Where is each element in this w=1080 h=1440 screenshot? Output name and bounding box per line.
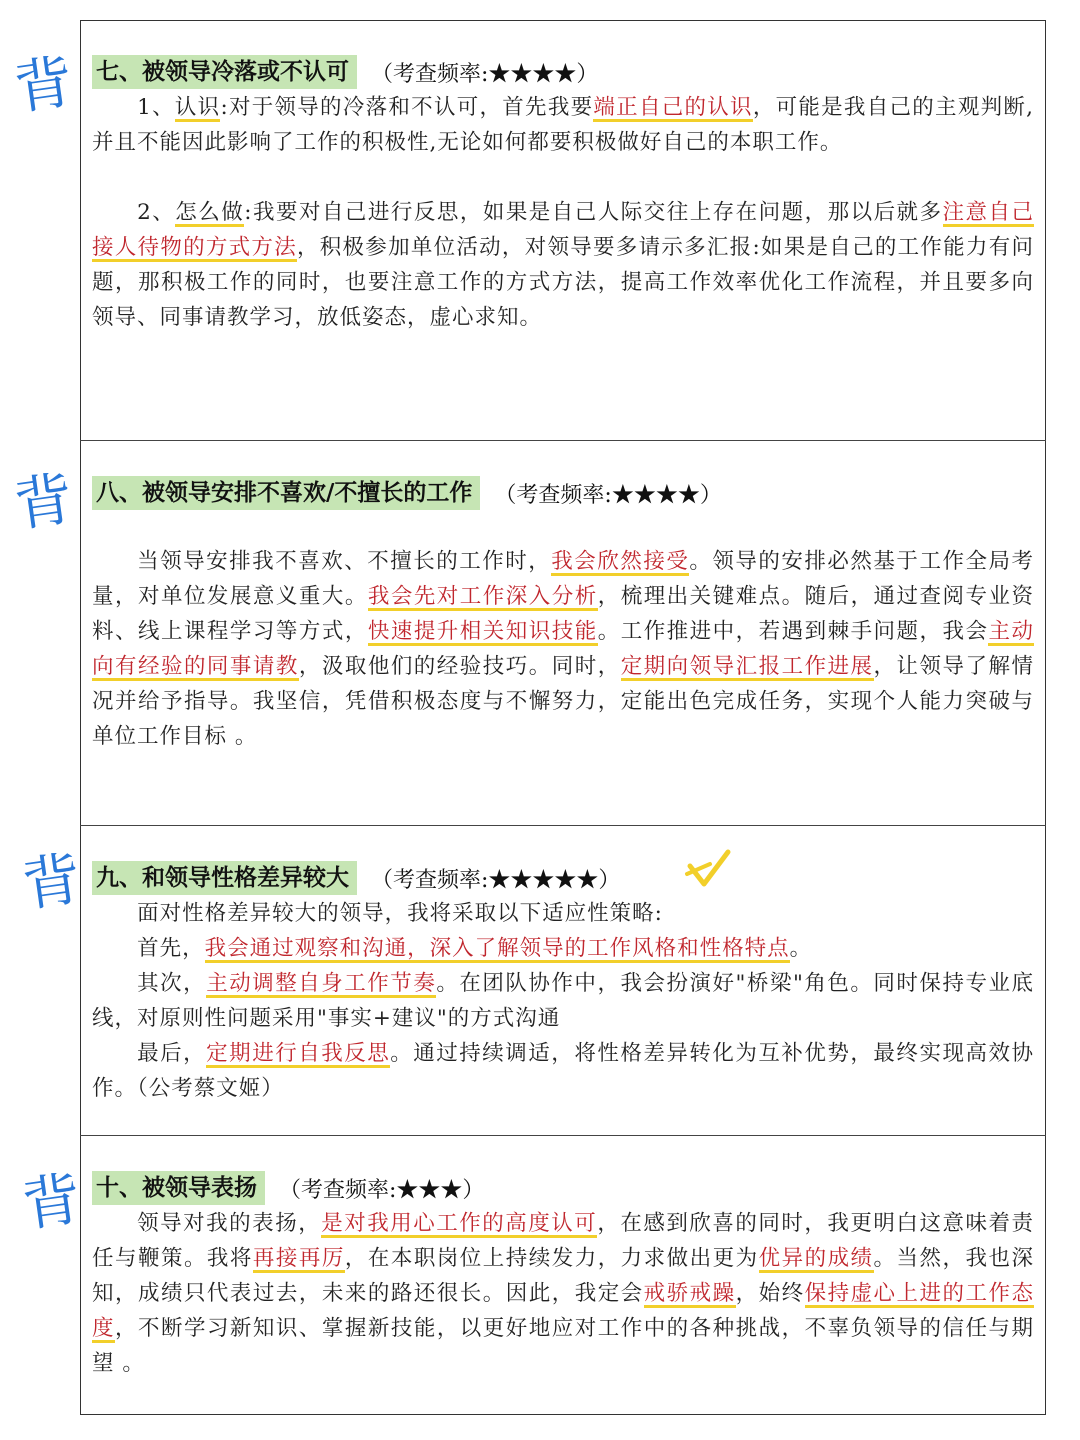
paragraph: 面对性格差异较大的领导，我将采取以下适应性策略:	[137, 901, 663, 926]
section-8	[80, 475, 1046, 754]
section-9	[80, 860, 1046, 1106]
section-7	[80, 54, 1046, 335]
section-header	[92, 860, 1034, 896]
section-title: 十、被领导表扬	[92, 1171, 265, 1205]
section-title: 八、被领导安排不喜欢/不擅长的工作	[92, 476, 480, 510]
handwritten-mark: 背	[10, 464, 78, 540]
frequency-label: （考查频率:★★★）	[279, 1177, 485, 1203]
frequency-label: （考查频率:★★★★★）	[371, 867, 621, 893]
handwritten-mark: 背	[18, 1164, 86, 1240]
paragraph: 首先，我会通过观察和沟通，深入了解领导的工作风格和性格特点。	[137, 936, 813, 961]
paragraph: 1、认识:对于领导的冷落和不认可，首先我要端正自己的认识，可能是我自己的主观判断,并且不能因此影响了工作的积极性,无论如何都要积极做好自己的本职工作。	[92, 95, 1034, 155]
section-title: 七、被领导冷落或不认可	[92, 55, 357, 89]
section-divider	[80, 825, 1046, 826]
frequency-label: （考查频率:★★★★）	[371, 61, 599, 87]
section-divider	[80, 440, 1046, 441]
section-10	[80, 1170, 1046, 1381]
section-title: 九、和领导性格差异较大	[92, 861, 357, 895]
section-header	[92, 475, 1034, 511]
section-header	[92, 1170, 1034, 1206]
frequency-label: （考查频率:★★★★）	[494, 482, 722, 508]
handwritten-mark: 背	[18, 844, 86, 920]
section-header	[92, 54, 1034, 90]
paragraph: 当领导安排我不喜欢、不擅长的工作时，我会欣然接受。领导的安排必然基于工作全局考量，对单位发展意义重大。我会先对工作深入分析，梳理出关键难点。随后，通过查阅专业资料、线上课程学习等方式，快速提升相关知识技能。工作推进中，若遇到棘手问题，我会主动向有经验的同事请教，汲取他们的经验技巧。同时，定期向领导汇报工作进展，让领导了解情况并给予指导。我坚信，凭借积极态度与不懈努力，定能出色完成任务，实现个人能力突破与单位工作目标 。	[92, 549, 1034, 749]
paragraph: 最后，定期进行自我反思。通过持续调适，将性格差异转化为互补优势，最终实现高效协作。（公考蔡文姬）	[92, 1041, 1034, 1101]
paragraph: 领导对我的表扬，是对我用心工作的高度认可，在感到欣喜的同时，我更明白这意味着责任与鞭策。我将再接再厉，在本职岗位上持续发力，力求做出更为优异的成绩。当然，我也深知，成绩只代表过去，未来的路还很长。因此，我定会戒骄戒躁，始终保持虚心上进的工作态度，不断学习新知识、掌握新技能，以更好地应对工作中的各种挑战，不辜负领导的信任与期望 。	[92, 1211, 1034, 1376]
paragraph: 其次，主动调整自身工作节奏。在团队协作中，我会扮演好"桥梁"角色。同时保持专业底线，对原则性问题采用"事实+建议"的方式沟通	[92, 971, 1034, 1031]
handwritten-mark: 背	[10, 47, 78, 123]
handwritten-check-icon	[684, 848, 734, 892]
paragraph: 2、怎么做:我要对自己进行反思，如果是自己人际交往上存在问题，那以后就多注意自己接人待物的方式方法，积极参加单位活动，对领导要多请示多汇报:如果是自己的工作能力有问题，那积极工作的同时，也要注意工作的方式方法，提高工作效率优化工作流程，并且要多向领导、同事请教学习，放低姿态，虚心求知。	[92, 200, 1034, 330]
section-divider	[80, 1135, 1046, 1136]
